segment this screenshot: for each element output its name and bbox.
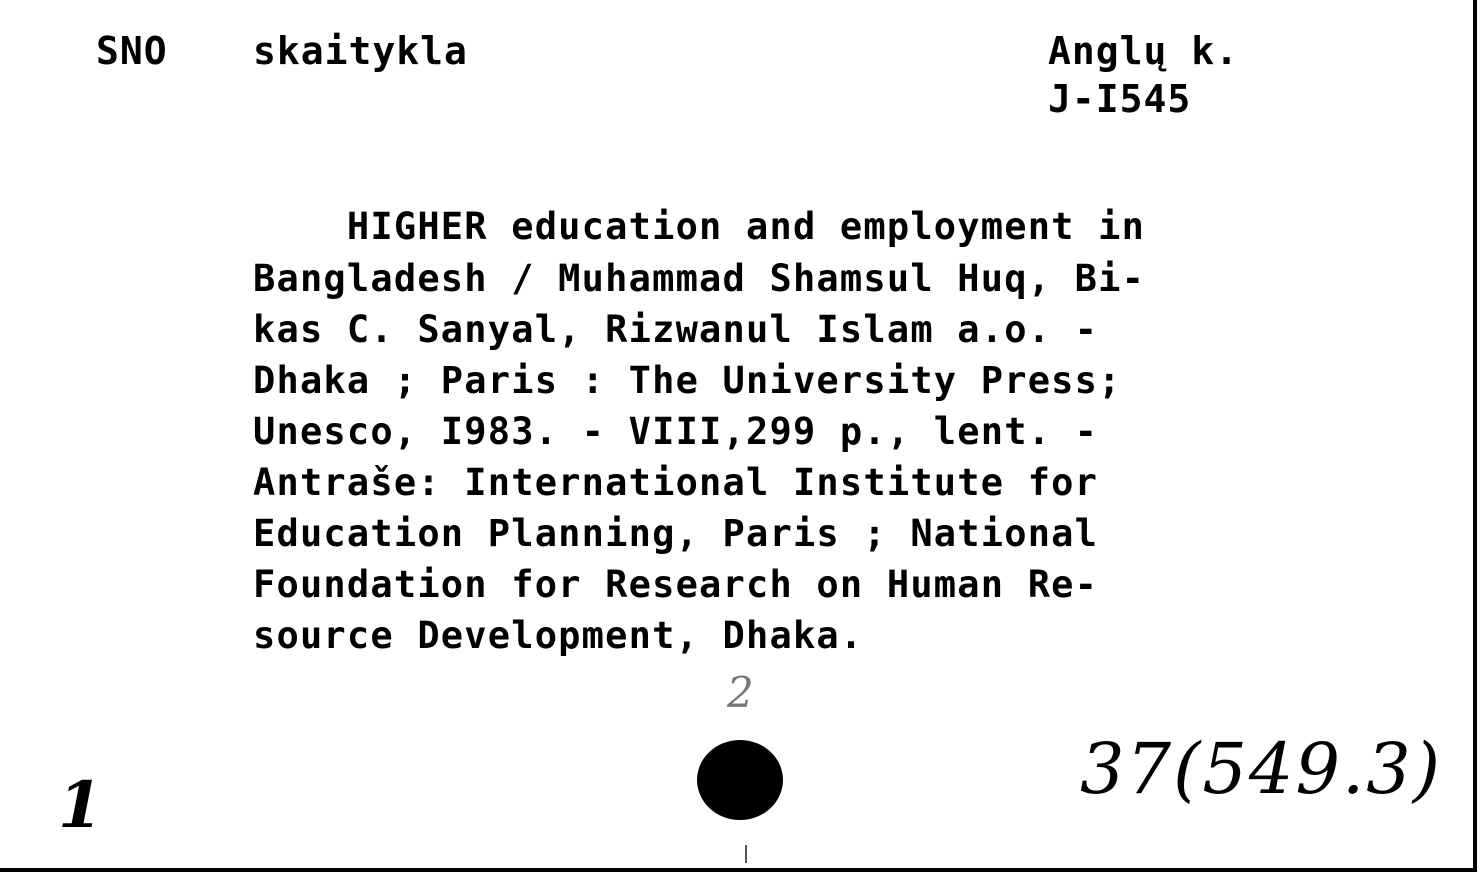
handwritten-mark: 2 (727, 668, 754, 717)
description-line: Bangladesh / Muhammad Shamsul Huq, Bi- (253, 257, 1146, 300)
description-line: Dhaka ; Paris : The University Press; (253, 359, 1122, 402)
description-line: Unesco, I983. - VIII,299 p., lent. - (253, 410, 1099, 453)
card-department: skaitykla (253, 29, 468, 73)
description-line: HIGHER education and employment in (253, 205, 1146, 248)
description-line: Antraše: International Institute for (253, 461, 1099, 504)
card-edge-tick (745, 845, 747, 863)
card-call-number: J-I545 (1048, 77, 1192, 121)
description-line: source Development, Dhaka. (253, 614, 864, 657)
card-language: Anglų k. (1048, 29, 1240, 73)
punch-hole (697, 740, 783, 820)
handwritten-count: 1 (58, 768, 103, 843)
classification-number: 37(549.3) (1080, 728, 1443, 810)
description-line: Foundation for Research on Human Re- (253, 563, 1099, 606)
card-code: SNO (96, 29, 168, 73)
description-line: Education Planning, Paris ; National (253, 512, 1099, 555)
description-line: kas C. Sanyal, Rizwanul Islam a.o. - (253, 308, 1099, 351)
